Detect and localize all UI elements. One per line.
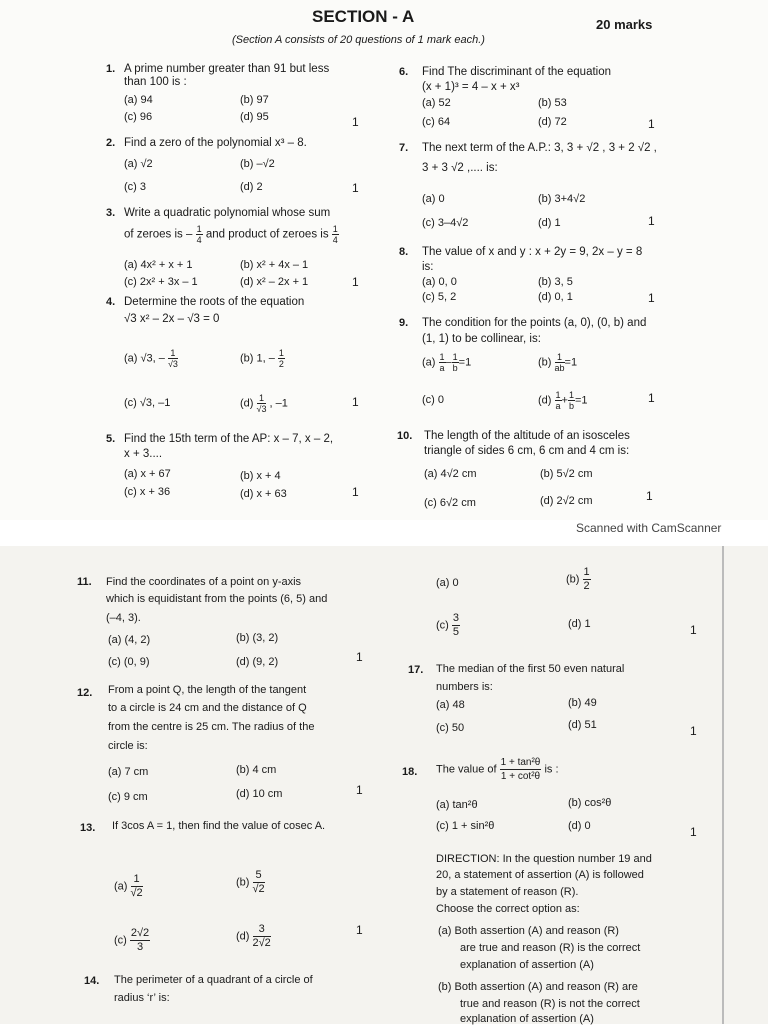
option-b: (b) 97 xyxy=(240,94,269,106)
question-text: to a circle is 24 cm and the distance of Q xyxy=(108,702,307,714)
mark-value: 1 xyxy=(690,623,697,637)
assertion-option-a: explanation of assertion (A) xyxy=(460,959,594,971)
numerator: 1 xyxy=(278,348,284,358)
question-text: Write a quadratic polynomial whose sum xyxy=(124,207,331,219)
mark-value: 1 xyxy=(356,923,363,937)
question-number: 17. xyxy=(408,664,424,676)
question-number: 6. xyxy=(399,66,409,78)
mark-value: 1 xyxy=(352,395,359,409)
numerator: 1 xyxy=(168,348,178,359)
option-b: (b) 53 xyxy=(538,97,567,109)
fraction xyxy=(253,869,265,896)
numerator: 3 xyxy=(253,923,271,937)
option-c: (c) 96 xyxy=(124,111,153,123)
question-number: 12. xyxy=(77,687,93,699)
question-text: 3 + 3 √2 ,.... is: xyxy=(422,162,498,174)
mark-value: 1 xyxy=(356,650,363,664)
option-d: (d) 72 xyxy=(538,116,567,128)
option-label: (d) xyxy=(240,397,254,410)
option-b: (b) –√2 xyxy=(240,158,275,170)
question-text: Find a zero of the polynomial x³ – 8. xyxy=(124,137,307,149)
equals: =1 xyxy=(458,356,472,369)
option-c xyxy=(436,612,460,639)
numerator: 1 xyxy=(196,224,202,234)
question-number: 11. xyxy=(77,576,92,588)
question-text: (1, 1) to be collinear, is: xyxy=(422,333,541,345)
assertion-option-b: true and reason (R) is not the correct xyxy=(460,998,640,1010)
text-part: of zeroes is – xyxy=(124,228,193,241)
fraction xyxy=(253,923,271,950)
question-text: circle is: xyxy=(108,740,148,752)
scanner-watermark: Scanned with CamScanner xyxy=(576,521,722,535)
question-number: 14. xyxy=(84,975,100,987)
option-c: (c) √3, –1 xyxy=(124,397,171,409)
option-c: (c) x + 36 xyxy=(124,486,171,498)
question-number: 13. xyxy=(80,822,96,834)
mark-value: 1 xyxy=(352,115,359,129)
mark-value: 1 xyxy=(690,825,697,839)
option-a: (a) √2 xyxy=(124,158,153,170)
total-marks: 20 marks xyxy=(596,17,653,32)
option-label: (a) xyxy=(114,880,128,893)
option-label: (a) xyxy=(422,356,436,369)
text-part: The value of xyxy=(436,763,497,776)
fraction xyxy=(257,393,267,414)
question-text: If 3cos A = 1, then find the value of cosec A. xyxy=(112,820,326,832)
option-label: (b) xyxy=(236,876,250,889)
option-d: (d) 0 xyxy=(568,820,591,832)
option-label: (a) √3, – xyxy=(124,352,165,365)
mark-value: 1 xyxy=(690,724,697,738)
option-d: (d) 1 xyxy=(538,217,561,229)
question-text: from the centre is 25 cm. The radius of the xyxy=(108,721,315,733)
direction-text: Choose the correct option as: xyxy=(436,903,580,915)
numerator: 1 xyxy=(555,390,561,400)
mark-value: 1 xyxy=(648,291,655,305)
option-label: (d) xyxy=(236,930,250,943)
question-text: x + 3.... xyxy=(124,448,163,460)
option-b xyxy=(538,352,577,373)
option-c: (c) 5, 2 xyxy=(422,291,457,303)
option-d xyxy=(538,390,588,411)
option-d: (d) 1 xyxy=(568,618,591,630)
option-b: (b) 5√2 cm xyxy=(540,468,593,480)
option-c: (c) 0 xyxy=(422,394,444,406)
numerator: 1 xyxy=(555,352,565,363)
direction-text: DIRECTION: In the question number 19 and xyxy=(436,853,652,865)
denominator: 5 xyxy=(452,626,460,638)
option-a: (a) 4√2 cm xyxy=(424,468,477,480)
option-a xyxy=(422,352,471,373)
question-number: 18. xyxy=(402,766,418,778)
question-equation: (x + 1)³ = 4 – x + x³ xyxy=(422,81,520,93)
mark-value: 1 xyxy=(648,117,655,131)
text-part: is : xyxy=(544,763,559,776)
denominator: a xyxy=(555,401,561,411)
fraction xyxy=(168,348,178,369)
fraction xyxy=(555,352,565,373)
option-a: (a) 4x² + x + 1 xyxy=(124,259,193,271)
option-c: (c) 6√2 cm xyxy=(424,497,476,509)
option-d xyxy=(240,393,288,414)
option-c: (c) 50 xyxy=(436,722,465,734)
option-a: (a) 52 xyxy=(422,97,451,109)
mark-value: 1 xyxy=(352,485,359,499)
numerator: 3 xyxy=(452,612,460,624)
fraction xyxy=(555,390,562,411)
fraction xyxy=(332,224,339,245)
denominator: 4 xyxy=(196,235,202,245)
option-d: (d) 51 xyxy=(568,719,597,731)
option-d: (d) 2 xyxy=(240,181,263,193)
option-c: (c) 3–4√2 xyxy=(422,217,469,229)
option-c: (c) 2x² + 3x – 1 xyxy=(124,276,198,288)
question-number: 3. xyxy=(106,207,116,219)
denominator: 3 xyxy=(136,941,144,953)
question-text: Find The discriminant of the equation xyxy=(422,66,612,78)
numerator: 1 xyxy=(568,390,574,400)
fraction xyxy=(568,390,575,411)
mark-value: 1 xyxy=(646,489,653,503)
option-a: (a) 48 xyxy=(436,699,465,711)
option-a: (a) (4, 2) xyxy=(108,634,151,646)
numerator: 1 xyxy=(439,352,445,362)
question-text: Find the coordinates of a point on y-axis xyxy=(106,576,302,588)
mark-value: 1 xyxy=(352,181,359,195)
option-c: (c) 3 xyxy=(124,181,146,193)
option-b xyxy=(240,348,285,369)
option-label: (d) xyxy=(538,394,552,407)
assertion-option-a: (a) Both assertion (A) and reason (R) xyxy=(438,925,619,937)
fraction xyxy=(452,352,459,373)
direction-text: by a statement of reason (R). xyxy=(436,886,579,898)
question-text: The perimeter of a quadrant of a circle of xyxy=(114,974,313,986)
question-equation: √3 x² – 2x – √3 = 0 xyxy=(124,313,220,325)
question-text-line xyxy=(124,224,339,245)
mark-value: 1 xyxy=(352,275,359,289)
option-c: (c) (0, 9) xyxy=(108,656,150,668)
option-b: (b) 49 xyxy=(568,697,597,709)
option-b xyxy=(566,566,591,593)
fraction xyxy=(196,224,203,245)
numerator: 1 xyxy=(257,393,267,404)
fraction xyxy=(452,612,460,639)
numerator: 1 xyxy=(131,873,143,887)
option-d: (d) x² – 2x + 1 xyxy=(240,276,309,288)
option-a: (a) 0, 0 xyxy=(422,276,457,288)
question-text: The condition for the points (a, 0), (0, b) and xyxy=(422,317,647,329)
option-a xyxy=(124,348,178,369)
option-b: (b) 3, 5 xyxy=(538,276,573,288)
question-text: triangle of sides 6 cm, 6 cm and 4 cm is: xyxy=(424,445,630,457)
numerator: 1 xyxy=(583,566,590,578)
direction-text: 20, a statement of assertion (A) is followed xyxy=(436,869,644,881)
denominator: √2 xyxy=(252,883,265,895)
question-text: Determine the roots of the equation xyxy=(124,296,305,308)
question-text: than 100 is : xyxy=(124,76,187,88)
denominator: a xyxy=(439,363,445,373)
denominator: 1 + cot²θ xyxy=(500,771,541,782)
question-text: The median of the first 50 even natural xyxy=(436,663,625,675)
option-a: (a) 94 xyxy=(124,94,153,106)
fraction xyxy=(439,352,446,373)
mark-value: 1 xyxy=(648,214,655,228)
question-text: which is equidistant from the points (6, 5) and xyxy=(106,593,328,605)
question-text: numbers is: xyxy=(436,681,493,693)
option-b: (b) x + 4 xyxy=(240,470,281,482)
fraction xyxy=(131,873,143,900)
fraction xyxy=(583,566,591,593)
numerator: 5 xyxy=(253,869,265,883)
option-c: (c) 64 xyxy=(422,116,451,128)
question-text: The value of x and y : x + 2y = 9, 2x – y = 8 xyxy=(422,246,643,258)
denominator: 2 xyxy=(583,580,590,592)
option-c: (c) 1 + sin²θ xyxy=(436,820,495,832)
section-title: SECTION - A xyxy=(312,7,415,26)
assertion-option-a: are true and reason (R) is the correct xyxy=(460,942,641,954)
question-text xyxy=(436,756,559,783)
question-text: is: xyxy=(422,261,434,273)
equals: =1 xyxy=(574,394,588,407)
numerator: 1 xyxy=(332,224,338,234)
option-d xyxy=(236,923,271,950)
option-b: (b) x² + 4x – 1 xyxy=(240,259,309,271)
question-text: The next term of the A.P.: 3, 3 + √2 , 3 + 2 √2 , xyxy=(422,142,657,154)
text-part: and product of zeroes is xyxy=(205,228,329,241)
denominator: b xyxy=(568,401,574,411)
page-edge-shadow xyxy=(722,546,724,1024)
denominator: √3 xyxy=(256,404,267,414)
option-b: (b) (3, 2) xyxy=(236,632,279,644)
question-text: (–4, 3). xyxy=(106,612,141,624)
option-a: (a) tan²θ xyxy=(436,799,478,811)
option-c xyxy=(114,927,150,954)
option-b: (b) 4 cm xyxy=(236,764,277,776)
operator: – xyxy=(445,356,452,369)
option-d: (d) (9, 2) xyxy=(236,656,279,668)
option-label: (b) xyxy=(566,573,580,586)
option-d: (d) 10 cm xyxy=(236,788,283,800)
operator: + xyxy=(561,394,568,407)
question-number: 7. xyxy=(399,142,409,154)
numerator: 1 xyxy=(452,352,458,362)
section-subtitle: (Section A consists of 20 questions of 1 mark each.) xyxy=(232,34,485,46)
question-text: From a point Q, the length of the tangent xyxy=(108,684,307,696)
option-b: (b) 3+4√2 xyxy=(538,193,586,205)
fraction xyxy=(500,756,542,783)
question-number: 9. xyxy=(399,317,409,329)
option-d: (d) 0, 1 xyxy=(538,291,573,303)
option-b xyxy=(236,869,265,896)
question-text: radius ‘r’ is: xyxy=(114,992,170,1004)
fraction xyxy=(278,348,285,369)
fraction xyxy=(130,927,150,954)
option-label: (c) xyxy=(114,934,127,947)
question-number: 4. xyxy=(106,296,116,308)
numerator: 2√2 xyxy=(130,927,150,939)
option-a: (a) 0 xyxy=(422,193,445,205)
option-a: (a) 7 cm xyxy=(108,766,149,778)
option-a: (a) x + 67 xyxy=(124,468,171,480)
option-suffix: , –1 xyxy=(269,397,288,410)
option-d: (d) 95 xyxy=(240,111,269,123)
option-a: (a) 0 xyxy=(436,577,459,589)
option-d: (d) x + 63 xyxy=(240,488,287,500)
option-c: (c) 9 cm xyxy=(108,791,148,803)
mark-value: 1 xyxy=(648,391,655,405)
denominator: 2 xyxy=(278,359,284,369)
question-number: 8. xyxy=(399,246,409,258)
numerator: 1 + tan²θ xyxy=(500,757,541,768)
question-text: The length of the altitude of an isosceles xyxy=(424,430,630,442)
option-label: (b) 1, – xyxy=(240,352,275,365)
assertion-option-b: (b) Both assertion (A) and reason (R) are xyxy=(438,981,638,993)
denominator: 2√2 xyxy=(252,937,271,949)
option-b: (b) cos²θ xyxy=(568,797,612,809)
denominator: √2 xyxy=(130,887,143,899)
question-number: 10. xyxy=(397,430,413,442)
question-number: 2. xyxy=(106,137,116,149)
denominator: b xyxy=(452,363,458,373)
denominator: √3 xyxy=(167,359,178,369)
question-number: 5. xyxy=(106,433,116,445)
question-text: Find the 15th term of the AP: x – 7, x – 2, xyxy=(124,433,334,445)
mark-value: 1 xyxy=(356,783,363,797)
option-a xyxy=(114,873,143,900)
equals: =1 xyxy=(564,356,578,369)
question-text: A prime number greater than 91 but less xyxy=(124,63,330,75)
option-label: (b) xyxy=(538,356,552,369)
denominator: 4 xyxy=(332,235,338,245)
question-number: 1. xyxy=(106,63,116,75)
assertion-option-b: explanation of assertion (A) xyxy=(460,1013,594,1025)
option-d: (d) 2√2 cm xyxy=(540,495,593,507)
option-label: (c) xyxy=(436,619,449,632)
denominator: ab xyxy=(554,363,565,373)
